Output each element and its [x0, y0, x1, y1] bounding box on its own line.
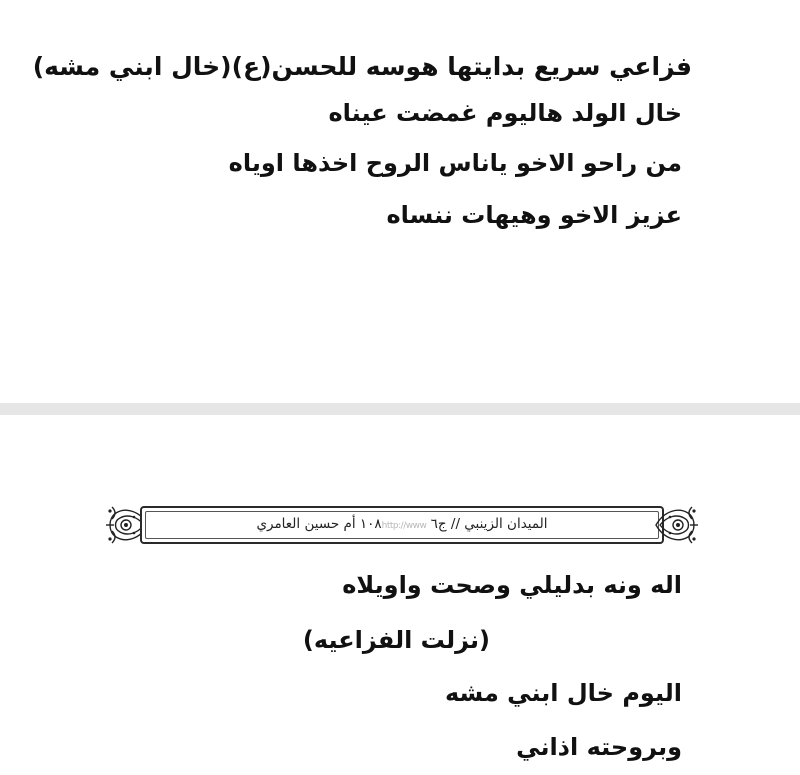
- banner-text: [154, 514, 650, 536]
- poem-line: خال الولد هاليوم غمضت عيناه: [328, 99, 682, 127]
- poem-subheading: (نزلت الفزاعيه): [302, 626, 490, 654]
- page-header-banner: [104, 497, 700, 553]
- url-text: http://www: [381, 521, 427, 531]
- poem-line: اله ونه بدليلي وصحت واويلاه: [342, 571, 682, 599]
- poem-line: عزيز الاخو وهيهات ننساه: [386, 201, 682, 229]
- ornament-right-icon: [654, 497, 700, 553]
- page-separator: [0, 403, 800, 415]
- poem-line: من راحو الاخو ياناس الروح اخذها اوياه: [228, 149, 682, 177]
- author-name: أم حسين العامري: [256, 516, 356, 532]
- poem-title: فزاعي سريع بدايتها هوسه للحسن(ع)(خال ابني مشه): [32, 52, 692, 81]
- poem-line: اليوم خال ابني مشه: [444, 679, 682, 707]
- poem-line: وبروحته اذاني: [516, 733, 682, 761]
- book-title: الميدان الزينبي // ج٦: [430, 516, 548, 532]
- page-number: ١٠٨: [359, 516, 382, 532]
